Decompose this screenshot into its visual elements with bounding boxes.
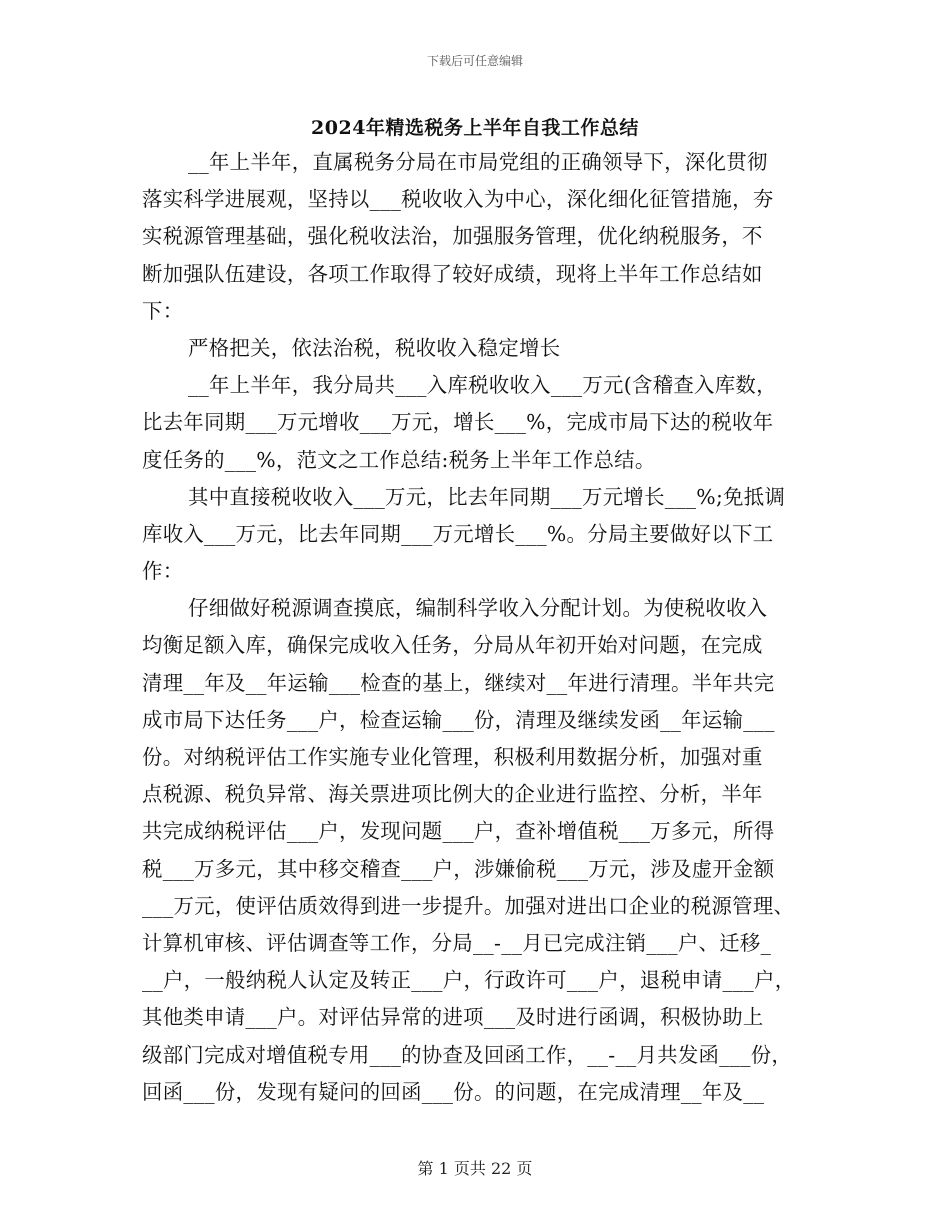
body-text-line: 清理__年及__年运输___检查的基上，继续对__年进行清理。半年共完 [142,670,775,695]
body-text-line: 级部门完成对增值税专用___的协查及回函工作，__-__月共发函___份， [142,1042,793,1067]
body-text-line: ___万元，使评估质效得到进一步提升。加强对进出口企业的税源管理、 [142,893,795,918]
page-footer: 第 1 页共 22 页 [417,1159,533,1178]
document-title: 2024年精选税务上半年自我工作总结 [311,117,639,139]
body-text-line: 回函___份，发现有疑问的回函___份。的问题，在完成清理__年及__ [142,1079,765,1104]
body-text-line: 作： [142,559,184,584]
body-text-line: 严格把关，依法治税，税收收入稳定增长 [188,335,561,360]
document-body [142,144,807,1111]
body-text-line: 库收入___万元，比去年同期___万元增长___%。分局主要做好以下工 [142,521,774,546]
body-text-line: 下： [142,298,184,323]
body-text-line: 成市局下达任务___户，检查运输___份，清理及继续发函__年运输___ [142,707,775,732]
body-text-line: 断加强队伍建设，各项工作取得了较好成绩，现将上半年工作总结如 [142,261,763,286]
page-header: 下载后可任意编辑 [426,54,523,68]
body-text-line: 计算机审核、评估调查等工作，分局__-__月已完成注销___户、迁移_ [142,930,772,955]
body-text-line: __户，一般纳税人认定及转正___户，行政许可___户，退税申请___户， [142,968,796,993]
body-text-line: 落实科学进展观，坚持以___税收收入为中心，深化细化征管措施，夯 [142,187,774,212]
body-text-line: 实税源管理基础，强化税收法治，加强服务管理，优化纳税服务，不 [142,224,763,249]
body-text-line: 比去年同期___万元增收___万元，增长___%，完成市局下达的税收年 [142,410,774,435]
body-text-line: 点税源、税负异常、海关票进项比例大的企业进行监控、分析，半年 [142,782,763,807]
body-text-line: 其他类申请___户。对评估异常的进项___及时进行函调，积极协助上 [142,1005,764,1030]
body-text-line: __年上半年，我分局共___入库税收收入___万元(含稽查入库数， [188,373,777,398]
body-text-line: 份。对纳税评估工作实施专业化管理，积极利用数据分析，加强对重 [142,745,763,769]
body-text-line: __年上半年，直属税务分局在市局党组的正确领导下，深化贯彻 [188,150,768,174]
body-text-line: 仔细做好税源调查摸底，编制科学收入分配计划。为使税收收入 [188,596,768,621]
body-text-line: 度任务的___%，范文之工作总结:税务上半年工作总结。 [142,447,656,472]
body-text-line: 均衡足额入库，确保完成收入任务，分局从年初开始对问题，在完成 [142,633,763,658]
body-text-line: 共完成纳税评估___户，发现问题___户，查补增值税___万多元，所得 [142,819,775,844]
body-text-line: 其中直接税收收入___万元，比去年同期___万元增长___%;免抵调 [188,484,786,509]
body-text-line: 税___万多元，其中移交稽查___户，涉嫌偷税___万元，涉及虚开金额 [142,856,775,881]
